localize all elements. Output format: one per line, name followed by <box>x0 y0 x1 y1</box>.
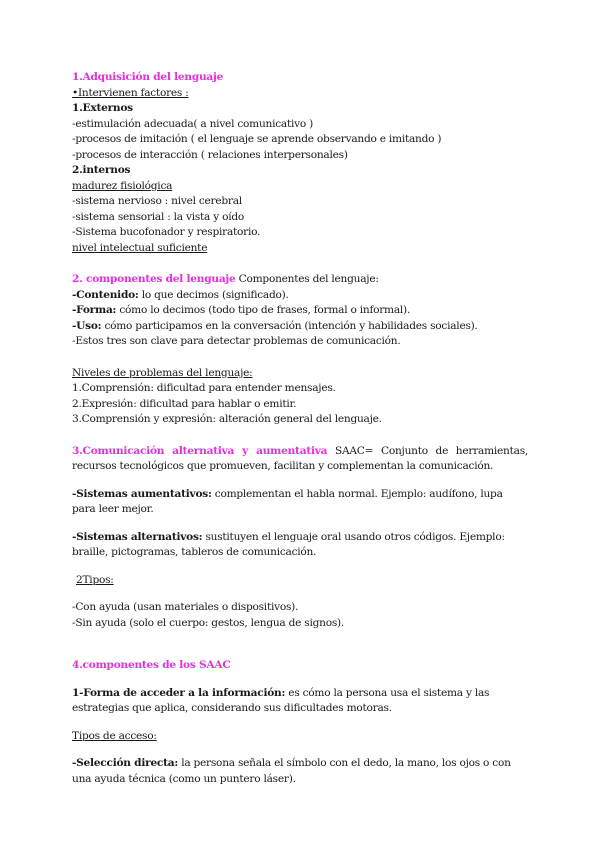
augmentative-label: -Sistemas aumentativos: <box>72 487 212 500</box>
level-item: 3.Comprensión y expresión: alteración general del lenguaje. <box>72 413 382 425</box>
component-text: cómo lo decimos (todo tipo de frases, formal o informal). <box>119 304 411 316</box>
type-item: -Sin ayuda (solo el cuerpo: gestos, lengua de signos). <box>72 616 345 629</box>
section-3-title: 3.Comunicación alternativa y aumentativa <box>72 444 328 457</box>
component-label: -Uso: <box>72 319 102 332</box>
alternative-paragraph <box>72 530 512 561</box>
types-heading: 2Tipos: <box>76 573 114 586</box>
level-item: 2.Expresión: dificultad para hablar o emitir. <box>72 397 297 410</box>
section-4-title: 4.componentes de los SAAC <box>72 659 231 671</box>
direct-selection-paragraph <box>72 756 520 787</box>
factors-subtitle: •Intervienen factores : <box>72 86 189 99</box>
level-item: 1.Comprensión: dificultad para entender mensajes. <box>72 382 336 394</box>
access-types-heading: Tipos de acceso: <box>72 729 157 742</box>
section-3-paragraph <box>72 444 528 475</box>
components-closing: -Estos tres son clave para detectar problemas de comunicación. <box>72 335 401 347</box>
alternative-label: -Sistemas alternativos: <box>72 530 203 543</box>
madurez-item: -sistema sensorial : la vista y oído <box>72 210 244 223</box>
component-item <box>72 288 528 304</box>
madurez-item: -Sistema bucofonador y respiratorio. <box>72 226 261 238</box>
document-content <box>72 70 528 787</box>
direct-selection-label: -Selección directa: <box>72 757 179 769</box>
component-item <box>72 303 528 319</box>
access-form-label: 1-Forma de acceder a la información: <box>72 686 286 699</box>
section-3-intro: SAAC= Conjunto de herramientas, recursos tecnológicos que promueven, facilitan y complementan la comunicación. <box>72 444 529 472</box>
nivel-intelectual-line: nivel intelectual suficiente <box>72 241 208 254</box>
section-2-title-trail: Componentes del lenguaje: <box>238 273 379 285</box>
externos-heading: 1.Externos <box>72 102 133 114</box>
component-text: cómo participamos en la conversación (intención y habilidades sociales). <box>104 319 478 332</box>
direct-selection-text: la persona señala el símbolo con el dedo, la mano, los ojos o con una ayuda técnica (como un puntero láser). <box>72 757 511 785</box>
externos-item: -estimulación adecuada( a nivel comunicativo ) <box>72 117 313 130</box>
access-form-paragraph <box>72 686 512 717</box>
madurez-item: -sistema nervioso : nivel cerebral <box>72 195 242 207</box>
augmentative-text: complementan el habla normal. Ejemplo: audífono, lupa para leer mejor. <box>72 487 503 515</box>
section-2-title: 2. componentes del lenguaje <box>72 273 236 285</box>
madurez-heading: madurez fisiológica <box>72 179 173 192</box>
internos-heading: 2.internos <box>72 164 131 176</box>
component-text: lo que decimos (significado). <box>141 288 289 301</box>
alternative-text: sustituyen el lenguaje oral usando otros códigos. Ejemplo: braille, pictogramas, tableros de comunicación. <box>72 530 505 558</box>
types-heading-line <box>72 573 528 589</box>
access-form-text: es cómo la persona usa el sistema y las estrategias que aplica, considerando sus dificultades motoras. <box>72 686 490 714</box>
augmentative-paragraph <box>72 487 520 518</box>
levels-heading: Niveles de problemas del lenguaje: <box>72 366 253 379</box>
component-label: -Forma: <box>72 304 117 316</box>
component-label: -Contenido: <box>72 288 139 301</box>
externos-item: -procesos de interacción ( relaciones interpersonales) <box>72 148 348 161</box>
component-item <box>72 319 528 335</box>
section-1-title: 1.Adquisición del lenguaje <box>72 71 224 83</box>
section-2-title-line <box>72 272 528 288</box>
externos-item: -procesos de imitación ( el lenguaje se aprende observando e imitando ) <box>72 133 442 145</box>
type-item: -Con ayuda (usan materiales o dispositivos). <box>72 601 299 613</box>
